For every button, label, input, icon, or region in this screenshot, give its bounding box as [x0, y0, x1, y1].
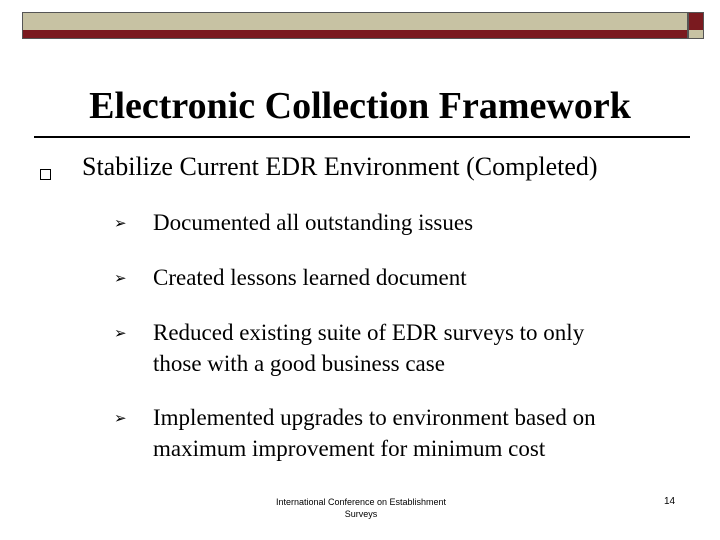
title-divider [34, 136, 690, 138]
arrowhead-bullet-icon: ➢ [114, 324, 127, 342]
arrowhead-bullet-icon: ➢ [114, 269, 127, 287]
sub-bullet-text: Created lessons learned document [153, 265, 467, 290]
header-band-dark [22, 30, 688, 39]
header-band-light [22, 12, 688, 31]
main-bullet-text: Stabilize Current EDR Environment (Completed) [82, 152, 598, 181]
hollow-square-bullet-icon [40, 169, 51, 180]
sub-bullet-text: Reduced existing suite of EDR surveys to only those with a good business case [153, 320, 585, 376]
slide-title: Electronic Collection Framework [89, 85, 631, 127]
sub-bullet-text: Implemented upgrades to environment based on maximum improvement for minimum cost [153, 405, 596, 461]
header-corner-dark [688, 12, 704, 31]
page-number: 14 [664, 496, 676, 507]
sub-bullet-text: Documented all outstanding issues [153, 210, 474, 235]
slide-footer: International Conference on Establishment Surveys [275, 497, 447, 519]
arrowhead-bullet-icon: ➢ [114, 214, 127, 232]
arrowhead-bullet-icon: ➢ [114, 409, 127, 427]
header-corner-light [688, 30, 704, 39]
